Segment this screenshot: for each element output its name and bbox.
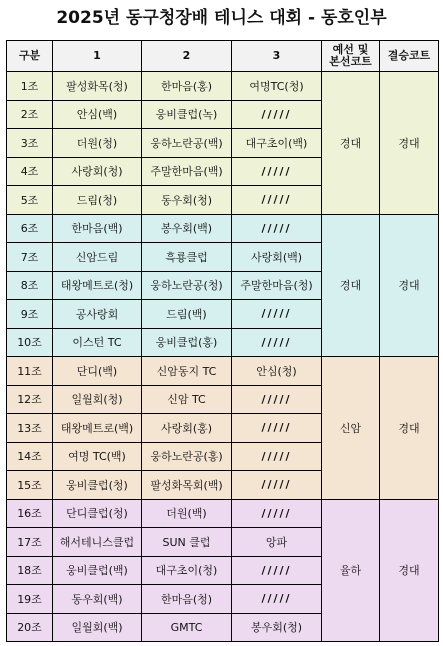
team-3-cell: 사랑회(백) (232, 243, 322, 272)
team-1-cell: 팔성화목(청) (53, 72, 142, 101)
group-cell: 2조 (7, 100, 53, 129)
table-row (7, 72, 439, 101)
header-team-2: 2 (142, 41, 232, 72)
team-3-cell: ///// (232, 157, 322, 186)
group-cell: 8조 (7, 271, 53, 300)
team-1-cell: 더원(청) (53, 129, 142, 158)
team-3-cell: ///// (232, 385, 322, 414)
group-cell: 15조 (7, 471, 53, 500)
header-team-3: 3 (232, 41, 322, 72)
team-2-cell: 흑룡클럽 (142, 243, 232, 272)
team-3-cell: 봉우회(청) (232, 613, 322, 642)
bracket-table (6, 40, 439, 642)
team-1-cell: 태왕메트로(백) (53, 414, 142, 443)
final-court-cell: 경대 (380, 214, 439, 357)
team-3-cell: 주말한마음(청) (232, 271, 322, 300)
team-2-cell: 신암 TC (142, 385, 232, 414)
team-3-cell: 대구초이(백) (232, 129, 322, 158)
prelim-court-cell: 경대 (322, 72, 380, 215)
team-1-cell: 웅비클럽(청) (53, 471, 142, 500)
team-2-cell: 더원(백) (142, 499, 232, 528)
team-2-cell: 웅비클럽(녹) (142, 100, 232, 129)
team-3-cell: ///// (232, 556, 322, 585)
team-1-cell: 단디(백) (53, 357, 142, 386)
bracket-body (7, 72, 439, 642)
table-row (7, 499, 439, 528)
group-cell: 9조 (7, 300, 53, 329)
team-2-cell: 대구초이(청) (142, 556, 232, 585)
prelim-court-cell: 율하 (322, 499, 380, 642)
team-3-cell: 여명TC(청) (232, 72, 322, 101)
team-3-cell: ///// (232, 300, 322, 329)
group-cell: 13조 (7, 414, 53, 443)
group-cell: 16조 (7, 499, 53, 528)
team-1-cell: 이스턴 TC (53, 328, 142, 357)
header-group: 구분 (7, 41, 53, 72)
team-2-cell: GMTC (142, 613, 232, 642)
team-1-cell: 사랑회(청) (53, 157, 142, 186)
team-3-cell: ///// (232, 214, 322, 243)
team-2-cell: 신암동지 TC (142, 357, 232, 386)
group-cell: 6조 (7, 214, 53, 243)
group-cell: 19조 (7, 585, 53, 614)
team-2-cell: 웅비클럽(홍) (142, 328, 232, 357)
header-final-court: 결승코트 (380, 41, 439, 72)
team-1-cell: 일월회(백) (53, 613, 142, 642)
team-1-cell: 일월회(청) (53, 385, 142, 414)
team-2-cell: 웅하노란공(홍) (142, 442, 232, 471)
team-1-cell: 여명 TC(백) (53, 442, 142, 471)
team-3-cell: ///// (232, 414, 322, 443)
team-1-cell: 해서테니스클럽 (53, 528, 142, 557)
table-row (7, 214, 439, 243)
group-cell: 20조 (7, 613, 53, 642)
team-1-cell: 안심(백) (53, 100, 142, 129)
page-title: 2025년 동구청장배 테니스 대회 - 동호인부 (56, 8, 387, 28)
team-2-cell: 사랑회(홍) (142, 414, 232, 443)
team-1-cell: 공사랑회 (53, 300, 142, 329)
group-cell: 7조 (7, 243, 53, 272)
team-3-cell: ///// (232, 499, 322, 528)
header-team-1: 1 (53, 41, 142, 72)
prelim-court-cell: 경대 (322, 214, 380, 357)
group-cell: 3조 (7, 129, 53, 158)
header-prelim-court (322, 41, 380, 72)
group-cell: 18조 (7, 556, 53, 585)
group-cell: 14조 (7, 442, 53, 471)
team-1-cell: 신암드림 (53, 243, 142, 272)
team-3-cell: ///// (232, 100, 322, 129)
group-cell: 1조 (7, 72, 53, 101)
team-1-cell: 동우회(백) (53, 585, 142, 614)
team-3-cell: ///// (232, 328, 322, 357)
team-2-cell: 팔성화목회(백) (142, 471, 232, 500)
team-3-cell: ///// (232, 186, 322, 215)
team-3-cell: 안심(청) (232, 357, 322, 386)
team-2-cell: 드림(백) (142, 300, 232, 329)
team-2-cell: 주말한마음(백) (142, 157, 232, 186)
final-court-cell: 경대 (380, 72, 439, 215)
team-1-cell: 단디클럽(청) (53, 499, 142, 528)
team-2-cell: 봉우회(백) (142, 214, 232, 243)
group-cell: 4조 (7, 157, 53, 186)
team-3-cell: ///// (232, 471, 322, 500)
team-2-cell: 동우회(청) (142, 186, 232, 215)
team-2-cell: SUN 클럽 (142, 528, 232, 557)
group-cell: 12조 (7, 385, 53, 414)
final-court-cell: 경대 (380, 357, 439, 500)
group-cell: 17조 (7, 528, 53, 557)
team-1-cell: 드림(청) (53, 186, 142, 215)
team-3-cell: ///// (232, 585, 322, 614)
group-cell: 5조 (7, 186, 53, 215)
group-cell: 10조 (7, 328, 53, 357)
header-row (7, 41, 439, 72)
team-2-cell: 한마음(홍) (142, 72, 232, 101)
team-1-cell: 웅비클럽(백) (53, 556, 142, 585)
table-row (7, 357, 439, 386)
prelim-court-cell: 신암 (322, 357, 380, 500)
team-1-cell: 태왕메트로(청) (53, 271, 142, 300)
team-3-cell: ///// (232, 442, 322, 471)
final-court-cell: 경대 (380, 499, 439, 642)
team-2-cell: 웅하노란공(백) (142, 129, 232, 158)
header-prelim-court-line2: 본선코트 (329, 55, 372, 68)
group-cell: 11조 (7, 357, 53, 386)
header-prelim-court-line1: 예선 및 (332, 43, 369, 56)
team-1-cell: 한마음(백) (53, 214, 142, 243)
team-2-cell: 한마음(청) (142, 585, 232, 614)
team-2-cell: 웅하노란공(청) (142, 271, 232, 300)
team-3-cell: 앙파 (232, 528, 322, 557)
